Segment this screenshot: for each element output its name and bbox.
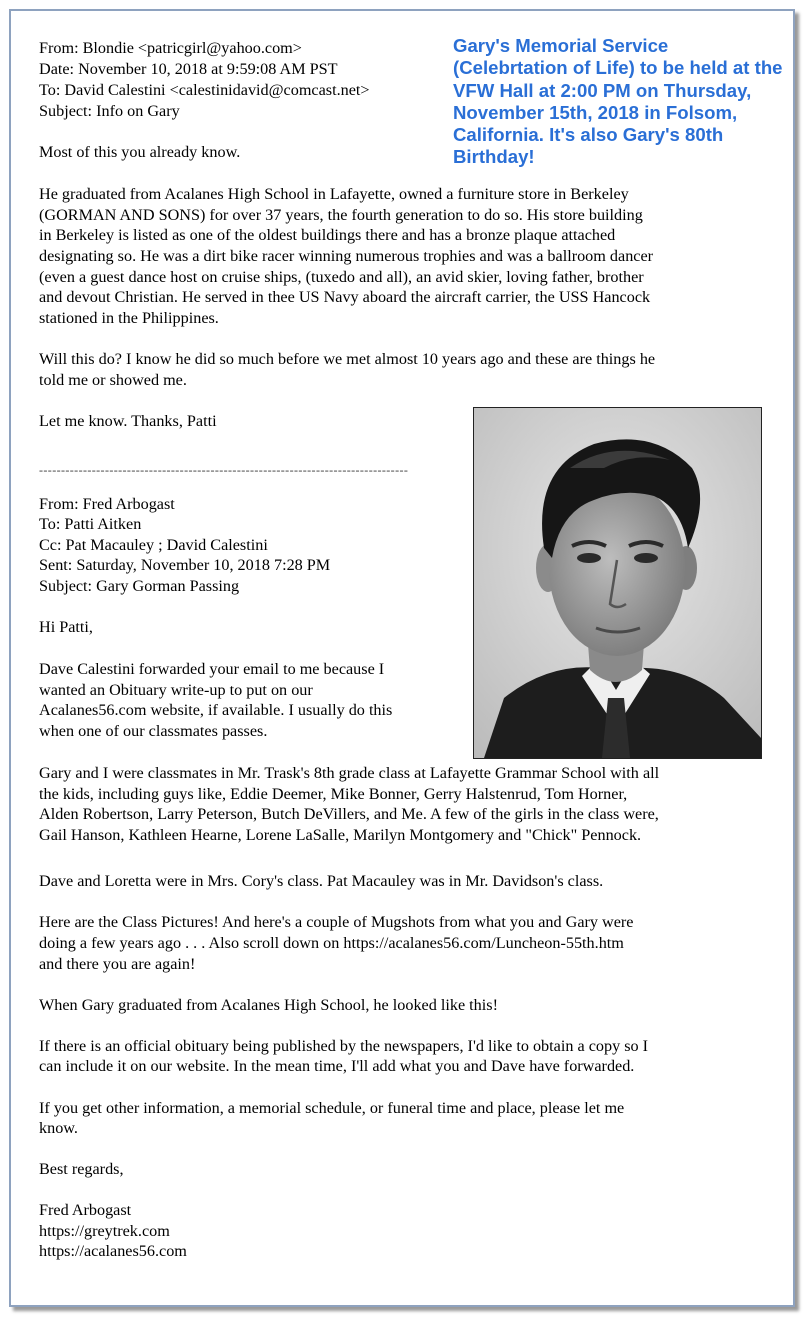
text-line: Alden Robertson, Larry Peterson, Butch DeVillers, and Me. A few of the girls in the class were, [39,805,659,823]
text-line: (even a guest dance host on cruise ships, (tuxedo and all), an avid skier, loving father, brother [39,268,644,286]
email2-paragraph-3: Dave and Loretta were in Mrs. Cory's class. Pat Macauley was in Mr. Davidson's class. [39,872,604,890]
email2-to: To: Patti Aitken [39,515,142,533]
text-line: doing a few years ago . . . Also scroll down on https://acalanes56.com/Luncheon-55th.htm [39,934,624,952]
email2-cc: Cc: Pat Macauley ; David Calestini [39,536,268,554]
text-line: Dave Calestini forwarded your email to me because I [39,660,385,678]
email2-greeting: Hi Patti, [39,618,93,636]
text-line: He graduated from Acalanes High School in Lafayette, owned a furniture store in Berkeley [39,185,629,203]
separator-line: ------------------------------------------------------------------------------------ [39,463,409,477]
email2-from: From: Fred Arbogast [39,495,175,513]
text-line: and there you are again! [39,955,196,973]
text-line: wanted an Obituary write-up to put on our [39,681,313,699]
text-line: Acalanes56.com website, if available. I usually do this [39,701,393,719]
text-line: Will this do? I know he did so much before we met almost 10 years ago and these are things he [39,350,656,368]
text-line: know. [39,1119,78,1137]
text-line: Here are the Class Pictures! And here's a couple of Mugshots from what you and Gary were [39,913,634,931]
memorial-notice: Gary's Memorial Service (Celebrtation of Life) to be held at the VFW Hall at 2:00 PM on Thursday, November 15th, 2018 in Folsom, California. It's also Gary's 80th Birthday! [453,35,783,168]
text-line: the kids, including guys like, Eddie Deemer, Mike Bonner, Gerry Halstenrud, Tom Horner, [39,785,628,803]
text-line: when one of our classmates passes. [39,722,268,740]
email1-to: To: David Calestini <calestinidavid@comcast.net> [39,81,370,99]
yearbook-photo [473,407,762,759]
text-line: If there is an official obituary being published by the newspapers, I'd like to obtain a copy so I [39,1037,649,1055]
text-line: Gary and I were classmates in Mr. Trask's 8th grade class at Lafayette Grammar School with all [39,764,660,782]
email2-subject: Subject: Gary Gorman Passing [39,577,240,595]
text-line: designating so. He was a dirt bike racer winning numerous trophies and was a ballroom dancer [39,247,654,265]
text-line: can include it on our website. In the mean time, I'll add what you and Dave have forwarded. [39,1057,635,1075]
signature-link-acalanes56[interactable]: https://acalanes56.com [39,1242,187,1260]
text-line: in Berkeley is listed as one of the oldest buildings there and has a bronze plaque attached [39,226,616,244]
email1-paragraph-1: Most of this you already know. [39,143,241,161]
text-line: (GORMAN AND SONS) for over 37 years, the fourth generation to do so. His store building [39,206,643,224]
email2-paragraph-5: When Gary graduated from Acalanes High School, he looked like this! [39,996,498,1014]
text-line: stationed in the Philippines. [39,309,219,327]
signature-name: Fred Arbogast [39,1201,132,1219]
email2-closing: Best regards, [39,1160,124,1178]
text-line: Gail Hanson, Kathleen Hearne, Lorene LaSalle, Marilyn Montgomery and "Chick" Pennock. [39,826,642,844]
email2-sent: Sent: Saturday, November 10, 2018 7:28 PM [39,556,331,574]
email1-from: From: Blondie <patricgirl@yahoo.com> [39,39,302,57]
text-line: told me or showed me. [39,371,187,389]
email1-signoff: Let me know. Thanks, Patti [39,412,217,430]
text-line: If you get other information, a memorial schedule, or funeral time and place, please let me [39,1099,625,1117]
email1-date: Date: November 10, 2018 at 9:59:08 AM PST [39,60,338,78]
signature-link-greytrek[interactable]: https://greytrek.com [39,1222,170,1240]
text-line: and devout Christian. He served in thee US Navy aboard the aircraft carrier, the USS Hancock [39,288,651,306]
email1-subject: Subject: Info on Gary [39,102,180,120]
portrait-illustration [474,408,761,758]
